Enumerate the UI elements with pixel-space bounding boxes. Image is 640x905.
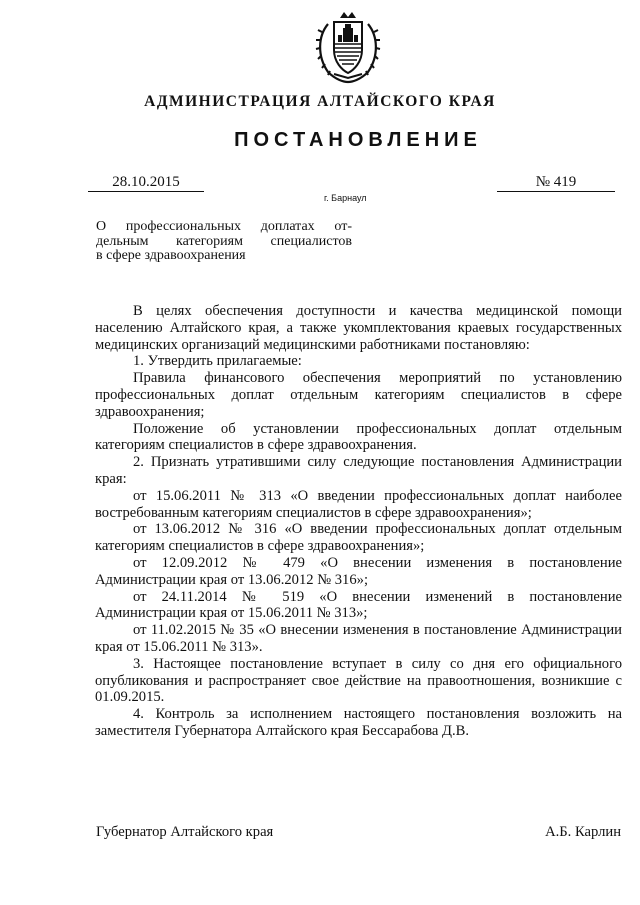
body-paragraph: от 15.06.2011 № 313 «О введении профессиональных доплат наиболее востребованным категориям специалистов в сфере здравоохранения»; xyxy=(95,487,622,521)
document-date: 28.10.2015 xyxy=(88,174,204,192)
body-paragraph: В целях обеспечения доступности и качества медицинской помощи населению Алтайского края, а также укомплектования краевых государственных медицинских организаций медицинскими работниками постановляю: xyxy=(95,303,622,353)
body-paragraph: 4. Контроль за исполнением настоящего постановления возложить на заместителя Губернатора Алтайского края Бессарабова Д.В. xyxy=(95,706,622,739)
document-city: г. Барнаул xyxy=(324,193,367,203)
body-paragraph: от 11.02.2015 № 35 «О внесении изменения в постановление Администрации края от 15.06.2011 № 313». xyxy=(95,622,622,655)
document-type-title: ПОСТАНОВЛЕНИЕ xyxy=(234,129,482,151)
subject-line: О профессиональных доплатах от- xyxy=(96,219,352,234)
body-paragraph: Положение об установлении профессиональных доплат отдельным категориям специалистов в сфере здравоохранения. xyxy=(95,420,622,454)
body-paragraph: от 24.11.2014 № 519 «О внесении изменений в постановление Администрации края от 15.06.2011 № 313»; xyxy=(95,588,622,622)
body-paragraph: 1. Утвердить прилагаемые: xyxy=(133,353,302,370)
subject-line: дельным категориям специалистов xyxy=(96,233,352,249)
document-body xyxy=(95,303,622,740)
signatory-title: Губернатор Алтайского края xyxy=(96,824,274,840)
organization-title: АДМИНИСТРАЦИЯ АЛТАЙСКОГО КРАЯ xyxy=(144,93,496,110)
document-subject xyxy=(96,220,352,264)
body-paragraph: 3. Настоящее постановление вступает в силу со дня его официального опубликования и распространяет свое действие на правоотношения, возникшие с 01.09.2015. xyxy=(95,655,622,706)
subject-line: в сфере здравоохранения xyxy=(96,248,246,263)
body-paragraph: Правила финансового обеспечения мероприятий по установлению профессиональных доплат отдельным категориям специалистов в сфере здравоохранения; xyxy=(95,370,622,420)
document-number: № 419 xyxy=(497,174,615,192)
body-paragraph: от 13.06.2012 № 316 «О введении профессиональных доплат отдельным категориям специалистов в сфере здравоохранения»; xyxy=(95,521,622,555)
coat-of-arms-icon xyxy=(314,10,382,84)
body-paragraph: от 12.09.2012 № 479 «О внесении изменения в постановление Администрации края от 13.06.2012 № 316»; xyxy=(95,554,622,588)
signatory-name: А.Б. Карлин xyxy=(545,824,621,840)
body-paragraph: 2. Признать утратившими силу следующие постановления Администрации края: xyxy=(95,454,622,487)
